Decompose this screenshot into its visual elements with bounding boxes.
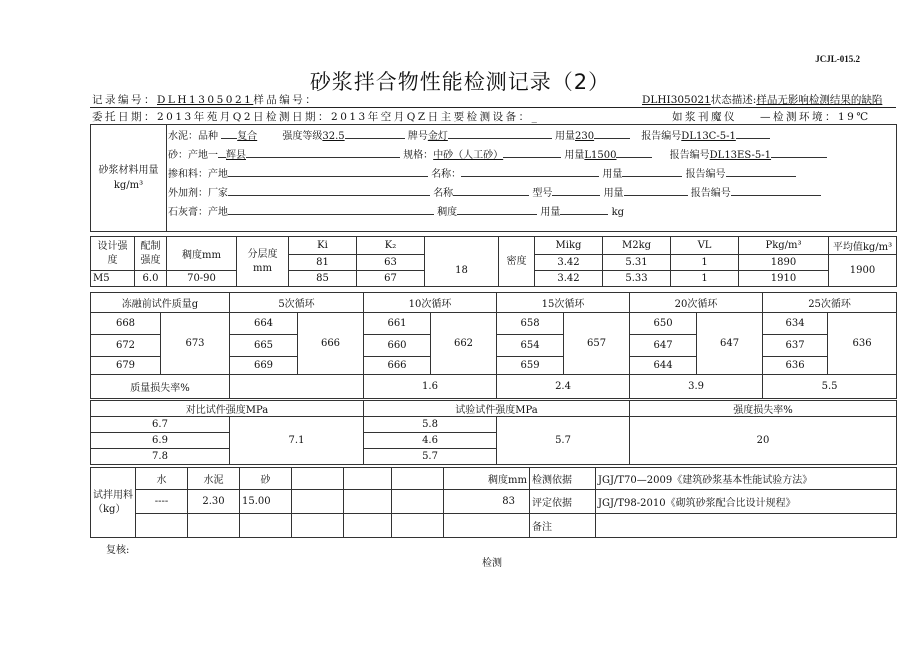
state-value: 样品无影响检测结果的缺陷 — [756, 94, 883, 106]
cement-value: 2.30 — [188, 490, 240, 514]
ref-strength-header: 对比试件强度MPa — [91, 401, 364, 417]
mikg-header: Mikg — [535, 237, 603, 255]
sample-no-label: 样品编号： — [253, 94, 319, 106]
trial-side-label: 试拌用料（kg） — [91, 468, 136, 538]
cement-header: 水泥 — [188, 468, 240, 490]
m2kg-header: M2kg — [603, 237, 671, 255]
cycle-15-header: 15次循环 — [497, 293, 630, 313]
cycle-10-header: 10次循环 — [364, 293, 497, 313]
test-strength-header: 试验试件强度MPa — [364, 401, 630, 417]
c25-value-1: 634 — [763, 313, 828, 335]
ref-value-1: 6.7 — [91, 417, 230, 433]
m2kg-value-1: 5.31 — [603, 255, 671, 271]
c15-value-2: 654 — [497, 335, 564, 357]
test-value-2: 4.6 — [364, 433, 497, 449]
consistency-header: 稠度mm — [167, 237, 237, 271]
before-value-1: 668 — [91, 313, 161, 335]
cement-label: 水泥：品种 — [168, 131, 218, 142]
lime-consistency-label: 稠度 — [437, 207, 458, 218]
cement-report-label: 报告编号 — [641, 131, 682, 142]
avg-header: 平均值kg/m³ — [829, 237, 897, 255]
sand-label: 砂：产地一 — [168, 150, 218, 161]
cycle-25-header: 25次循环 — [763, 293, 897, 313]
lime-unit: kg — [611, 207, 625, 218]
strength-table — [90, 400, 897, 465]
mass-loss-20: 3.9 — [630, 375, 763, 399]
admix-label: 掺和料：产地 — [168, 169, 228, 180]
materials-side-label — [91, 125, 167, 232]
density-label: 密度 — [499, 237, 535, 287]
cement-amount: 230 — [575, 131, 595, 142]
c10-avg: 662 — [431, 313, 497, 375]
header-divider — [90, 107, 896, 108]
pkg-value-2: 1910 — [739, 271, 829, 287]
c5-value-3: 669 — [230, 357, 298, 375]
record-no-label: 记录编号： — [92, 94, 157, 106]
trial-consistency-header: 稠度mm — [444, 468, 530, 490]
vl-value-1: 1 — [671, 255, 739, 271]
sand-amount-label: 用量 — [564, 150, 585, 161]
c10-value-2: 660 — [364, 335, 431, 357]
before-header: 冻融前试件质量g — [91, 293, 230, 313]
sand-report: DL13ES-5-1 — [709, 150, 772, 161]
cement-brand: 金灯 — [427, 131, 448, 142]
sample-state-row — [642, 92, 882, 107]
c5-value-1: 664 — [230, 313, 298, 335]
additive-model-label: 型号 — [532, 188, 553, 199]
state-label: 状态描述: — [710, 94, 757, 106]
sand-row — [168, 145, 827, 164]
c20-value-3: 644 — [630, 357, 697, 375]
mass-loss-label: 质量损失率% — [91, 375, 230, 399]
cement-kind: 复合 — [237, 131, 258, 142]
sand-header: 砂 — [240, 468, 292, 490]
test-value-1: 5.8 — [364, 417, 497, 433]
basis-label: 检测依据 — [530, 468, 596, 490]
mikg-value-1: 3.42 — [535, 255, 603, 271]
test-label: 检测 — [482, 558, 502, 569]
c10-value-1: 661 — [364, 313, 431, 335]
sand-origin: 辉县 — [226, 150, 246, 161]
mass-loss-15: 2.4 — [497, 375, 630, 399]
record-number-row — [92, 92, 318, 107]
c5-value-2: 665 — [230, 335, 298, 357]
c15-value-1: 658 — [497, 313, 564, 335]
materials-unit: kg/m³ — [113, 180, 144, 191]
mix-strength-value: 6.0 — [135, 271, 167, 287]
pkg-value-1: 1890 — [739, 255, 829, 271]
additive-row — [168, 183, 827, 202]
ki-value-2: 85 — [289, 271, 357, 287]
mikg-value-2: 3.42 — [535, 271, 603, 287]
cement-brand-label: 牌号 — [407, 131, 428, 142]
before-avg: 673 — [161, 313, 230, 375]
strength-value: M5 — [91, 271, 135, 287]
ref-avg: 7.1 — [230, 417, 364, 465]
sample-no-value: DLHI305021 — [642, 94, 711, 106]
basis-value: JGJ/T70—2009《建筑砂浆基本性能试验方法》 — [596, 468, 897, 490]
cement-grade-label: 强度等级 — [282, 131, 323, 142]
page-title: 砂浆拌合物性能检测记录（2） — [309, 70, 611, 94]
mix-strength-header: 配制强度 — [135, 237, 167, 271]
water-header: 水 — [136, 468, 188, 490]
additive-label: 外加剂：厂家 — [168, 188, 228, 199]
materials-rows — [168, 126, 827, 221]
cement-grade: 32.5 — [322, 131, 345, 142]
eval-label: 评定依据 — [530, 490, 596, 514]
mass-loss-25: 5.5 — [763, 375, 897, 399]
sand-spec: 中砂（人工砂） — [433, 150, 504, 161]
lime-row — [168, 202, 827, 221]
trial-table — [90, 467, 897, 538]
lime-label: 石灰膏：产地 — [168, 207, 228, 218]
ki-header: Ki — [289, 237, 357, 255]
test-avg: 5.7 — [497, 417, 630, 465]
k2-header: K₂ — [357, 237, 425, 255]
before-value-2: 672 — [91, 335, 161, 357]
c20-value-2: 647 — [630, 335, 697, 357]
review-label: 复核: — [106, 545, 130, 556]
vl-header: VL — [671, 237, 739, 255]
cement-report: DL13C-5-1 — [681, 131, 736, 142]
trial-consistency-value: 83 — [444, 490, 530, 514]
materials-title: 砂浆材料用量 — [98, 165, 159, 176]
c25-avg: 636 — [828, 313, 897, 375]
c15-avg: 657 — [564, 313, 630, 375]
cycle-5-header: 5次循环 — [230, 293, 364, 313]
admix-name-label: 名称： — [431, 169, 462, 180]
avg-value: 1900 — [829, 255, 897, 287]
sand-amount: L1500 — [584, 150, 617, 161]
c10-value-3: 666 — [364, 357, 431, 375]
freeze-table — [90, 292, 897, 399]
consistency-value: 70-90 — [167, 271, 237, 287]
note-label: 备注 — [530, 514, 596, 538]
admix-report-label: 报告编号 — [685, 169, 726, 180]
m2kg-value-2: 5.33 — [603, 271, 671, 287]
additive-report-label: 报告编号 — [690, 188, 731, 199]
cement-amount-label: 用量 — [555, 131, 576, 142]
c20-value-1: 650 — [630, 313, 697, 335]
additive-name-label: 名称 — [433, 188, 454, 199]
record-no-value: DLH1305021 — [157, 94, 254, 106]
environment: —检测环境：19℃ — [760, 111, 871, 123]
mass-loss-10: 1.6 — [364, 375, 497, 399]
strength-loss-header: 强度损失率% — [630, 401, 897, 417]
sand-report-label: 报告编号 — [669, 150, 710, 161]
additive-amount-label: 用量 — [603, 188, 624, 199]
ki-value-1: 81 — [289, 255, 357, 271]
admix-row — [168, 164, 827, 183]
lime-amount-label: 用量 — [540, 207, 561, 218]
design-strength-header: 设计强度 — [91, 237, 135, 271]
c5-avg: 666 — [298, 313, 364, 375]
ref-value-2: 6.9 — [91, 433, 230, 449]
water-value: ---- — [136, 490, 188, 514]
test-value-3: 5.7 — [364, 449, 497, 465]
strength-loss-value: 20 — [630, 417, 897, 465]
cement-row — [168, 126, 827, 145]
admix-amount-label: 用量 — [602, 169, 623, 180]
equipment-name: 如浆刊魔仪 — [672, 111, 737, 123]
c20-avg: 647 — [697, 313, 763, 375]
ref-value-3: 7.8 — [91, 449, 230, 465]
c25-value-2: 637 — [763, 335, 828, 357]
cycle-20-header: 20次循环 — [630, 293, 763, 313]
before-value-3: 679 — [91, 357, 161, 375]
c15-value-3: 659 — [497, 357, 564, 375]
mass-loss-5 — [230, 375, 364, 399]
design-table — [90, 236, 897, 287]
eval-value: JGJ/T98-2010《砌筑砂浆配合比设计规程》 — [596, 490, 897, 514]
layer-header: 分层度mm — [237, 237, 289, 287]
sand-value: 15.00 — [240, 490, 292, 514]
blank-cell — [425, 237, 499, 255]
c25-value-3: 636 — [763, 357, 828, 375]
form-code: JCJL-015.2 — [815, 54, 860, 64]
date-row: 委托日期：2013年苑月Q2日检测日期：2013年空月QZ日主要检测设备：_ — [92, 111, 540, 123]
note-value — [596, 514, 897, 538]
sand-spec-label: 规格： — [403, 150, 434, 161]
vl-value-2: 1 — [671, 271, 739, 287]
k2-value-2: 67 — [357, 271, 425, 287]
layer-value: 18 — [425, 255, 499, 287]
k2-value-1: 63 — [357, 255, 425, 271]
pkg-header: Pkg/m³ — [739, 237, 829, 255]
